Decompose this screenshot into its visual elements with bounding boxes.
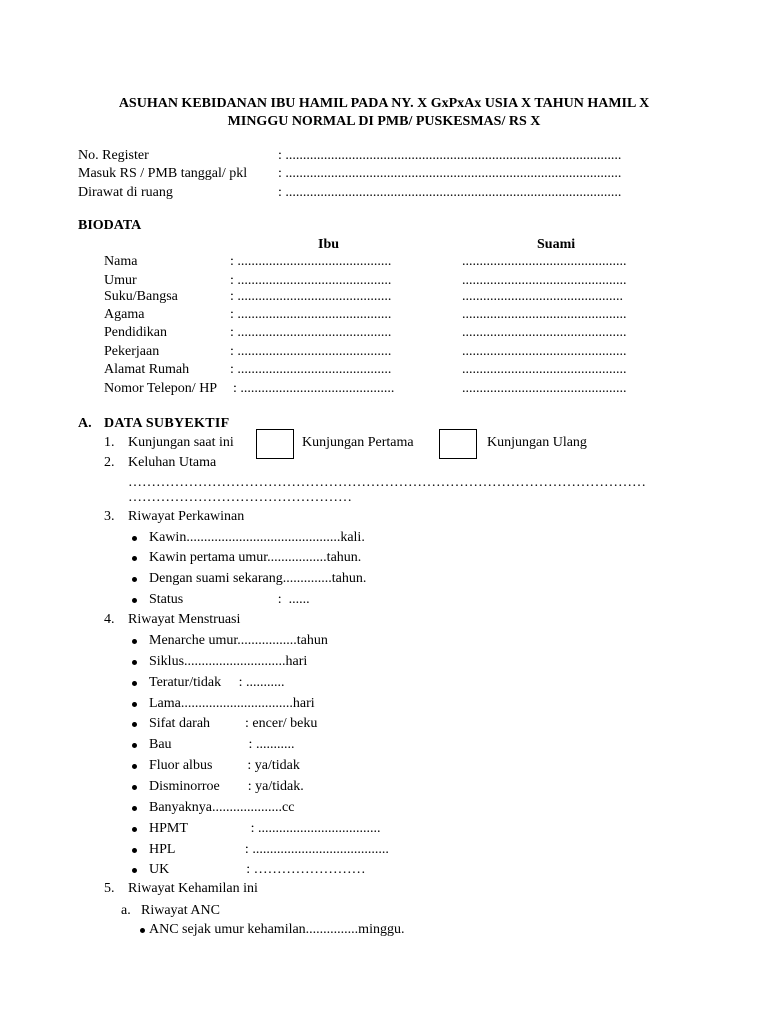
kunjungan-ulang-label: Kunjungan Ulang (487, 435, 587, 450)
menstruasi-item[interactable]: Disminorroe : ya/tidak. (149, 779, 304, 794)
biodata-ibu-value[interactable]: : ............................................ (230, 254, 392, 269)
keluhan-dots-line2[interactable]: ………………………………………… (128, 490, 352, 505)
bullet-icon (132, 806, 137, 811)
biodata-suami-value[interactable]: ............................................... (462, 325, 627, 340)
menstruasi-item[interactable]: HPMT : ................................... (149, 821, 381, 836)
admission-date-label: Masuk RS / PMB tanggal/ pkl (78, 166, 248, 181)
item-number: 4. (104, 612, 115, 627)
biodata-label: Pekerjaan (104, 344, 160, 359)
biodata-label: Umur (104, 273, 137, 288)
admission-date-value[interactable]: : ................................................................................................ (278, 166, 622, 181)
bullet-icon (132, 743, 137, 748)
perkawinan-label: Riwayat Perkawinan (128, 509, 245, 524)
section-letter: A. (78, 416, 92, 431)
register-label: No. Register (78, 148, 149, 163)
biodata-suami-value[interactable]: ............................................... (462, 307, 627, 322)
biodata-label: Pendidikan (104, 325, 167, 340)
anc-item[interactable]: ANC sejak umur kehamilan...............minggu. (149, 922, 405, 937)
biodata-label: Nama (104, 254, 138, 269)
bullet-icon (132, 577, 137, 582)
kunjungan-pertama-label: Kunjungan Pertama (302, 435, 414, 450)
kunjungan-pertama-checkbox[interactable] (256, 429, 294, 459)
kunjungan-label: Kunjungan saat ini (128, 435, 234, 450)
bullet-icon (132, 556, 137, 561)
bullet-icon (132, 785, 137, 790)
kunjungan-ulang-checkbox[interactable] (439, 429, 477, 459)
ward-value[interactable]: : ................................................................................................ (278, 185, 622, 200)
item-number: 1. (104, 435, 115, 450)
menstruasi-item[interactable]: HPL : ....................................... (149, 842, 389, 857)
menstruasi-item[interactable]: Siklus.............................hari (149, 654, 308, 669)
document-title-line1: ASUHAN KEBIDANAN IBU HAMIL PADA NY. X GxPxAx USIA X TAHUN HAMIL X (118, 96, 650, 111)
menstruasi-label: Riwayat Menstruasi (128, 612, 241, 627)
biodata-ibu-value[interactable]: : ............................................ (230, 307, 392, 322)
biodata-ibu-value[interactable]: : ............................................ (230, 273, 392, 288)
bullet-icon (132, 702, 137, 707)
biodata-ibu-value[interactable]: : ............................................ (230, 362, 392, 377)
bullet-icon (132, 598, 137, 603)
register-value[interactable]: : ................................................................................................ (278, 148, 622, 163)
menstruasi-item[interactable]: Bau : ........... (149, 737, 295, 752)
perkawinan-item[interactable]: Dengan suami sekarang..............tahun. (149, 571, 367, 586)
biodata-suami-value[interactable]: ............................................... (462, 362, 627, 377)
section-heading: DATA SUBYEKTIF (104, 416, 230, 431)
menstruasi-item[interactable]: Lama................................hari (149, 696, 315, 711)
ward-label: Dirawat di ruang (78, 185, 173, 200)
menstruasi-item[interactable]: Banyaknya....................cc (149, 800, 295, 815)
keluhan-label: Keluhan Utama (128, 455, 217, 470)
bullet-icon (132, 848, 137, 853)
biodata-ibu-value[interactable]: : ............................................ (230, 325, 392, 340)
item-number: 5. (104, 881, 115, 896)
bullet-icon (132, 827, 137, 832)
bullet-icon (132, 639, 137, 644)
biodata-suami-value[interactable]: .............................................. (462, 289, 623, 304)
perkawinan-item[interactable]: Kawin pertama umur.................tahun. (149, 550, 362, 565)
biodata-col-ibu: Ibu (318, 237, 340, 252)
biodata-suami-value[interactable]: ............................................... (462, 273, 627, 288)
biodata-ibu-value[interactable]: : ............................................ (230, 344, 392, 359)
biodata-col-suami: Suami (537, 237, 576, 252)
biodata-label: Agama (104, 307, 145, 322)
menstruasi-item[interactable]: Sifat darah : encer/ beku (149, 716, 318, 731)
menstruasi-item[interactable]: Menarche umur.................tahun (149, 633, 328, 648)
biodata-suami-value[interactable]: ............................................... (462, 381, 627, 396)
item-number: 2. (104, 455, 115, 470)
bullet-icon (140, 928, 145, 933)
kehamilan-label: Riwayat Kehamilan ini (128, 881, 258, 896)
keluhan-dots-line1[interactable]: ………………………………………………………………………………………………… (128, 475, 646, 490)
menstruasi-item[interactable]: Teratur/tidak : ........... (149, 675, 285, 690)
biodata-label: Alamat Rumah (104, 362, 190, 377)
bullet-icon (132, 681, 137, 686)
biodata-suami-value[interactable]: ............................................... (462, 254, 627, 269)
menstruasi-item[interactable]: Fluor albus : ya/tidak (149, 758, 300, 773)
riwayat-anc-label: Riwayat ANC (141, 903, 220, 918)
bullet-icon (132, 536, 137, 541)
bullet-icon (132, 764, 137, 769)
item-number: 3. (104, 509, 115, 524)
biodata-label: Nomor Telepon/ HP (104, 381, 218, 396)
perkawinan-item[interactable]: Status : ...... (149, 592, 310, 607)
perkawinan-item[interactable]: Kawin............................................kali. (149, 530, 365, 545)
sub-item-letter: a. (121, 903, 131, 918)
bullet-icon (132, 660, 137, 665)
document-title-line2: MINGGU NORMAL DI PMB/ PUSKESMAS/ RS X (227, 114, 541, 129)
biodata-heading: BIODATA (78, 218, 142, 233)
biodata-label: Suku/Bangsa (104, 289, 178, 304)
bullet-icon (132, 868, 137, 873)
bullet-icon (132, 722, 137, 727)
biodata-ibu-value[interactable]: : ............................................ (230, 289, 392, 304)
menstruasi-item[interactable]: UK : …………………… (149, 862, 366, 877)
biodata-suami-value[interactable]: ............................................... (462, 344, 627, 359)
biodata-ibu-value[interactable]: : ............................................ (233, 381, 395, 396)
